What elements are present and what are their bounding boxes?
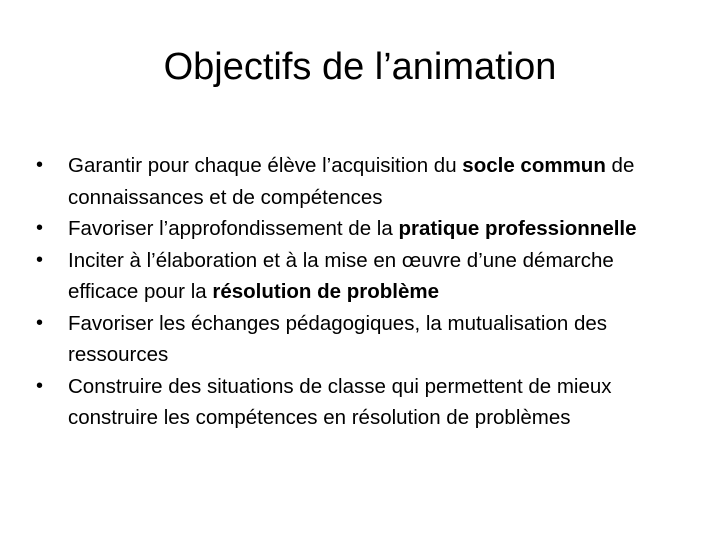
bullet-icon: • bbox=[36, 374, 44, 397]
bullet-icon: • bbox=[36, 248, 44, 271]
objectives-list bbox=[36, 150, 676, 434]
bullet-icon: • bbox=[36, 311, 44, 334]
emphasis-text: résolution de problème bbox=[212, 280, 440, 303]
objective-item bbox=[36, 213, 676, 245]
objective-item bbox=[36, 308, 676, 371]
objective-text: Inciter à l’élaboration et à la mise en œuvre d’une démarche efficace pour la résolution de problème bbox=[68, 248, 614, 303]
objective-text: Garantir pour chaque élève l’acquisition du socle commun de connaissances et de compétences bbox=[68, 154, 635, 209]
bullet-icon: • bbox=[36, 217, 44, 239]
objective-text: Favoriser les échanges pédagogiques, la mutualisation des ressources bbox=[68, 311, 608, 366]
bullet-icon: • bbox=[36, 154, 44, 176]
objective-item bbox=[36, 371, 676, 434]
objective-text: Construire des situations de classe qui permettent de mieux construire les compétences en résolution de problèmes bbox=[68, 374, 612, 429]
objective-item bbox=[36, 150, 676, 213]
emphasis-text: socle commun bbox=[462, 154, 606, 177]
emphasis-text: pratique professionnelle bbox=[398, 217, 637, 240]
objective-item bbox=[36, 245, 676, 308]
slide-title: Objectifs de l’animation bbox=[163, 46, 557, 88]
objective-text: Favoriser l’approfondissement de la pratique professionnelle bbox=[68, 217, 637, 240]
